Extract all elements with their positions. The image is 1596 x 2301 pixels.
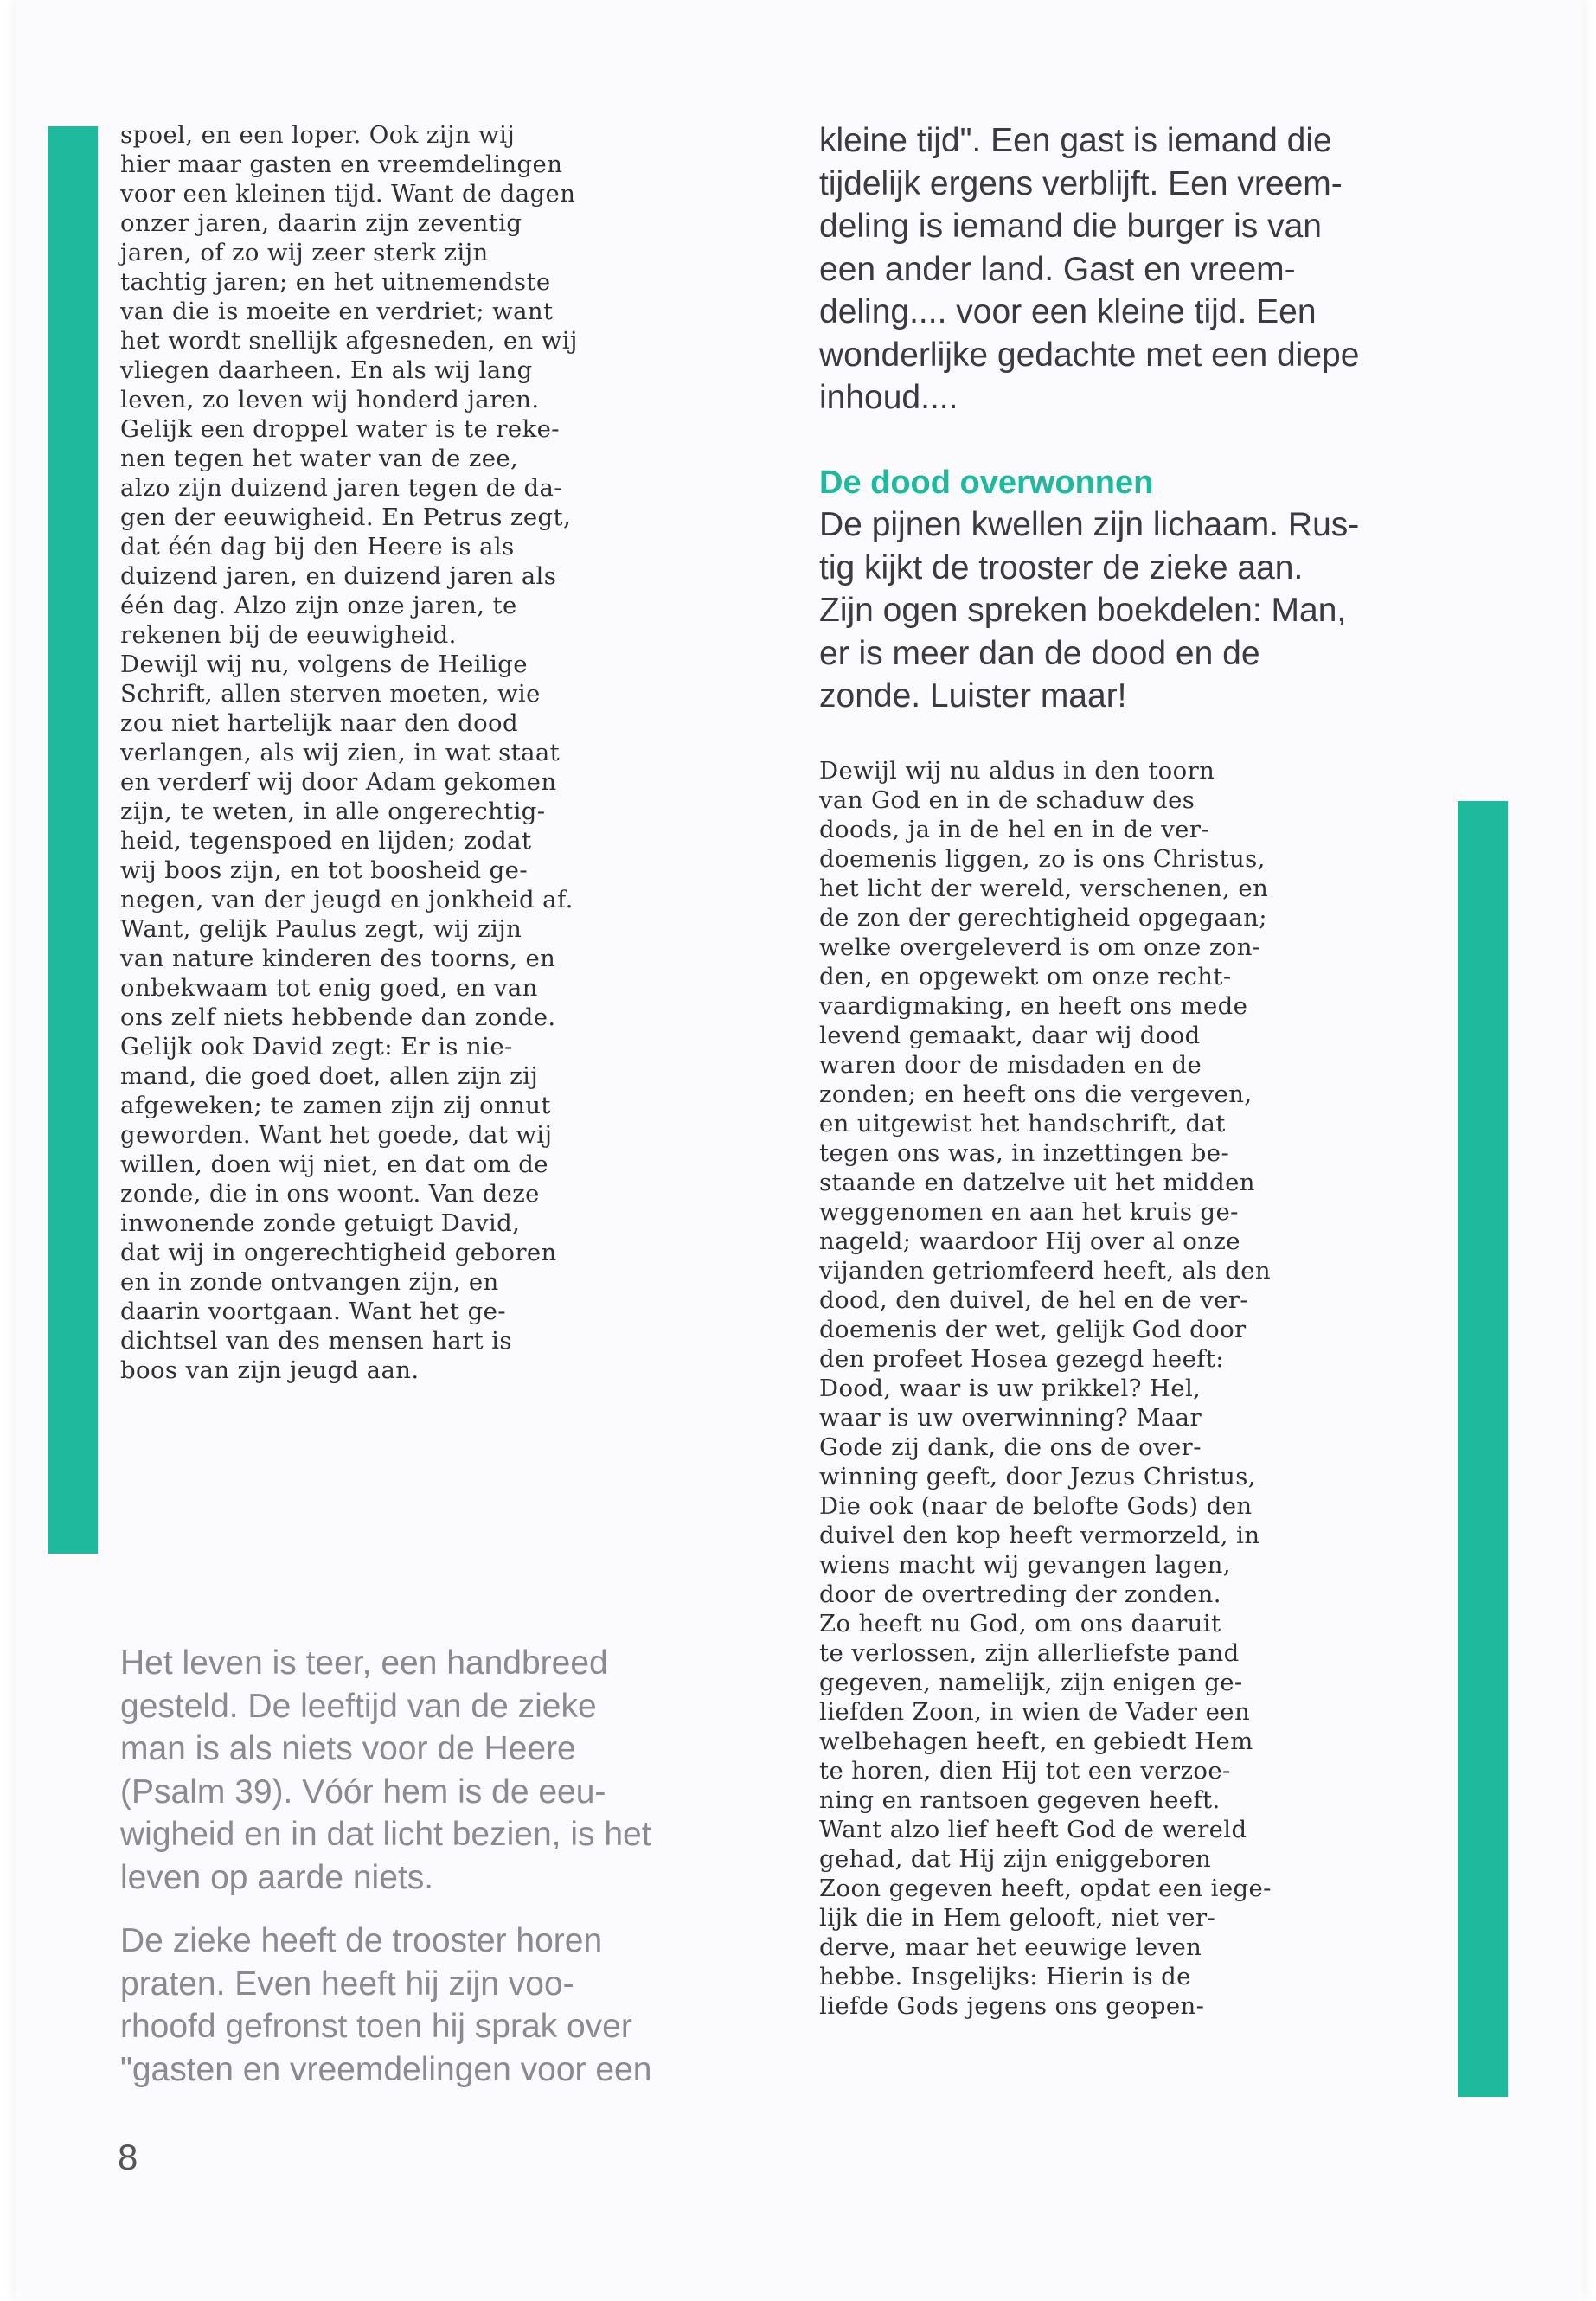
page-number: 8 [118, 2137, 138, 2177]
left-accent-bar [48, 126, 98, 1554]
left-scripture-text: spoel, en een loper. Ook zijn wij hier maar gasten en vreemdelingen voor een kleinen tijd. Want de dagen onzer jaren, daarin zijn zeventig jaren, of zo wij zeer sterk zijn tachtig jaren; en het uitnemendste van die is moeite en verdriet; want het wordt snellijk afgesneden, en wij vliegen daarheen. En als wij lang leven, zo leven wij honderd jaren. Gelijk een droppel water is te reke- nen tegen het water van de zee, alzo zijn duizend jaren tegen de da- gen der eeuwigheid. En Petrus zegt, dat één dag bij den Heere is als duizend jaren, en duizend jaren als één dag. Alzo zijn onze jaren, te rekenen bij de eeuwigheid. Dewijl wij nu, volgens de Heilige Schrift, allen sterven moeten, wie zou niet hartelijk naar den dood verlangen, als wij zien, in wat staat en verderf wij door Adam gekomen zijn, te weten, in alle ongerechtig- heid, tegenspoed en lijden; zodat wij boos zijn, en tot boosheid ge- negen, van der jeugd en jonkheid af. Want, gelijk Paulus zegt, wij zijn van nature kinderen des toorns, en onbekwaam tot enig goed, en van ons zelf niets hebbende dan zonde. Gelijk ook David zegt: Er is nie- mand, die goed doet, allen zijn zij afgeweken; te zamen zijn zij onnut geworden. Want het goede, dat wij willen, doen wij niet, en dat om de zonde, die in ons woont. Van deze inwonende zonde getuigt David, dat wij in ongerechtigheid geboren en in zonde ontvangen zijn, en daarin voortgaan. Want het ge- dichtsel van des mensen hart is boos van zijn jeugd aan. [120, 121, 578, 1384]
book-page [16, 0, 1583, 2301]
left-commentary-paragraph-1: Het leven is teer, een handbreed gesteld. De leeftijd van de zieke man is als niets voor de Heere (Psalm 39). Vóór hem is de eeu- wigheid en in dat licht bezien, is het leven op aarde niets. [120, 1644, 651, 1896]
right-commentary-dood: De pijnen kwellen zijn lichaam. Rus- tig kijkt de trooster de zieke aan. Zijn ogen spreken boekdelen: Man, er is meer dan de dood en de zonde. Luister maar! [819, 506, 1360, 715]
right-scripture-text: Dewijl wij nu aldus in den toorn van God en in de schaduw des doods, ja in de hel en in de ver- doemenis liggen, zo is ons Christus, het licht der wereld, verschenen, en de zon der gerechtigheid opgegaan; welke overgeleverd is om onze zon- den, en opgewekt om onze recht- vaardigmaking, en heeft ons mede levend gemaakt, daar wij dood waren door de misdaden en de zonden; en heeft ons die vergeven, en uitgewist het handschrift, dat tegen ons was, in inzettingen be- staande en datzelve uit het midden weggenomen en aan het kruis ge- nageld; waardoor Hij over al onze vijanden getriomfeerd heeft, als den dood, den duivel, de hel en de ver- doemenis der wet, gelijk God door den profeet Hosea gezegd heeft: Dood, waar is uw prikkel? Hel, waar is uw overwinning? Maar Gode zij dank, die ons de over- winning geeft, door Jezus Christus, Die ook (naar de belofte Gods) den duivel den kop heeft vermorzeld, in wiens macht wij gevangen lagen, door de overtreding der zonden. Zo heeft nu God, om ons daaruit te verlossen, zijn allerliefste pand gegeven, namelijk, zijn enigen ge- liefden Zoon, in wien de Vader een welbehagen heeft, en gebiedt Hem te horen, dien Hij tot een verzoe- ning en rantsoen gegeven heeft. Want alzo lief heeft God de wereld gehad, dat Hij zijn eniggeboren Zoon gegeven heeft, opdat een iege- lijk die in Hem gelooft, niet ver- derve, maar het eeuwige leven hebbe. Insgelijks: Hierin is de liefde Gods jegens ons geopen- [819, 757, 1272, 2020]
section-heading: De dood overwonnen [819, 465, 1154, 501]
left-commentary-paragraph-2: De zieke heeft de trooster horen praten. Even heeft hij zijn voo- rhoofd gefronst toen hij sprak over "gasten en vreemdelingen voor een [120, 1922, 652, 2088]
right-accent-bar [1458, 801, 1508, 2097]
right-commentary-intro: kleine tijd". Een gast is iemand die tijdelijk ergens verblijft. Een vreem- deling is iemand die burger is van een ander land. Gast en vreem- deling.... voor een kleine tijd. Een wonderlijke gedachte met een diepe inhoud.... [819, 122, 1360, 416]
